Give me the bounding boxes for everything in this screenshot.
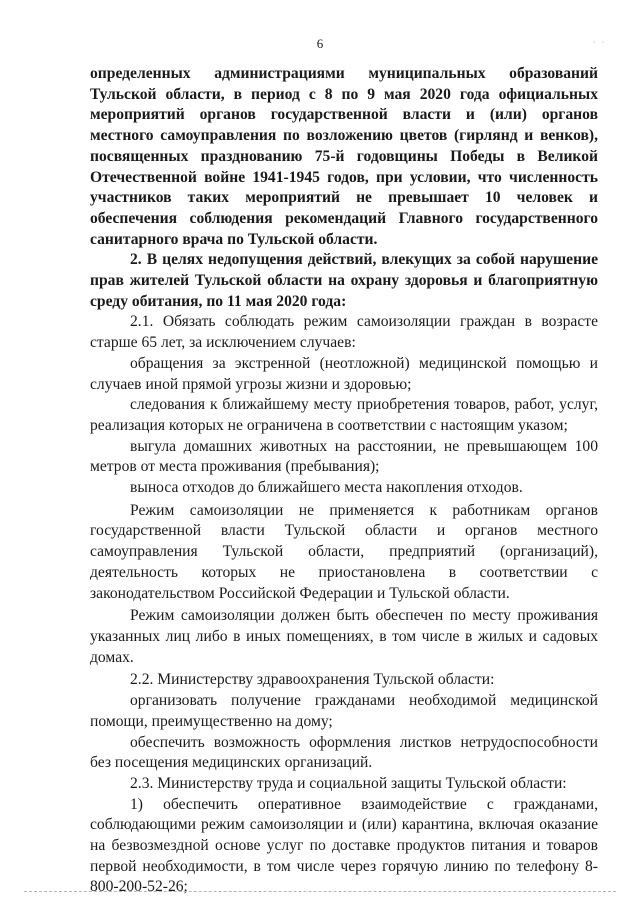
paragraph-continuation: определенных администрациями муниципальных образований Тульской области, в период с 8 по 9 мая 2020 года официальных мероприятий органов государственной власти и (или) органов местного самоуправления по возложению цветов (гирлянд и венков), посвященных празднованию 75-й годовщины Победы в Великой Отечественной войне 1941-1945 годов, при условии, что численность участников таких мероприятий не превышает 10 человек и обеспечения соблюдения рекомендаций Главного государственного санитарного врача по Тульской области. xyxy=(90,65,598,248)
scan-artifact: · · xyxy=(593,38,607,47)
paragraph-self-isolation-exemption: Режим самоизоляции не применяется к работникам органов государственной власти Тульской области и органов местного самоуправления Тульской области, предприятий (организаций), деятельность которых не приостановлена в соответствии с законодательством Российской Федерации и Тульской области. xyxy=(90,501,598,602)
paragraph-item-2-2: 2.2. Министерству здравоохранения Тульской области: xyxy=(130,671,495,689)
paragraph-exception-pets: выгула домашних животных на расстоянии, не превышающем 100 метров от места проживания (пребывания); xyxy=(90,437,598,476)
paragraph-medical-care: организовать получение гражданами необходимой медицинской помощи, преимущественно на дому; xyxy=(90,692,598,730)
page-number: 6 xyxy=(316,36,324,51)
paragraph-self-isolation-place: Режим самоизоляции должен быть обеспечен по месту проживания указанных лиц либо в иных помещениях, в том числе в жилых и садовых домах. xyxy=(90,607,598,666)
paragraph-item-2-3-1: 1) обеспечить оперативное взаимодействие с гражданами, соблюдающими режим самоизоляции и (или) карантина, включая оказание на безвозмездной основе услуг по доставке продуктов питания и товаров первой необходимости, в том числе через горячую линию по телефону 8-800-200-52-26; xyxy=(90,795,598,896)
scan-artifact-line xyxy=(24,891,616,892)
paragraph-item-2-1: 2.1. Обязать соблюдать режим самоизоляции граждан в возрасте старше 65 лет, за исключением случаев: xyxy=(90,313,598,352)
paragraph-item-2-3: 2.3. Министерству труда и социальной защиты Тульской области: xyxy=(130,774,567,792)
paragraph-item-2: 2. В целях недопущения действий, влекущих за собой нарушение прав жителей Тульской области на охрану здоровья и благоприятную среду обитания, по 11 мая 2020 года: xyxy=(90,251,598,310)
document-body xyxy=(90,64,598,898)
paragraph-exception-shopping: следования к ближайшему месту приобретения товаров, работ, услуг, реализация которых не ограничена в соответствии с настоящим указом; xyxy=(90,396,598,434)
paragraph-exception-medical: обращения за экстренной (неотложной) медицинской помощью и случаев иной прямой угрозы жизни и здоровью; xyxy=(90,354,598,393)
paragraph-sick-leave: обеспечить возможность оформления листков нетрудоспособности без посещения медицинских организаций. xyxy=(90,733,598,772)
paragraph-exception-waste: выноса отходов до ближайшего места накопления отходов. xyxy=(130,479,523,497)
